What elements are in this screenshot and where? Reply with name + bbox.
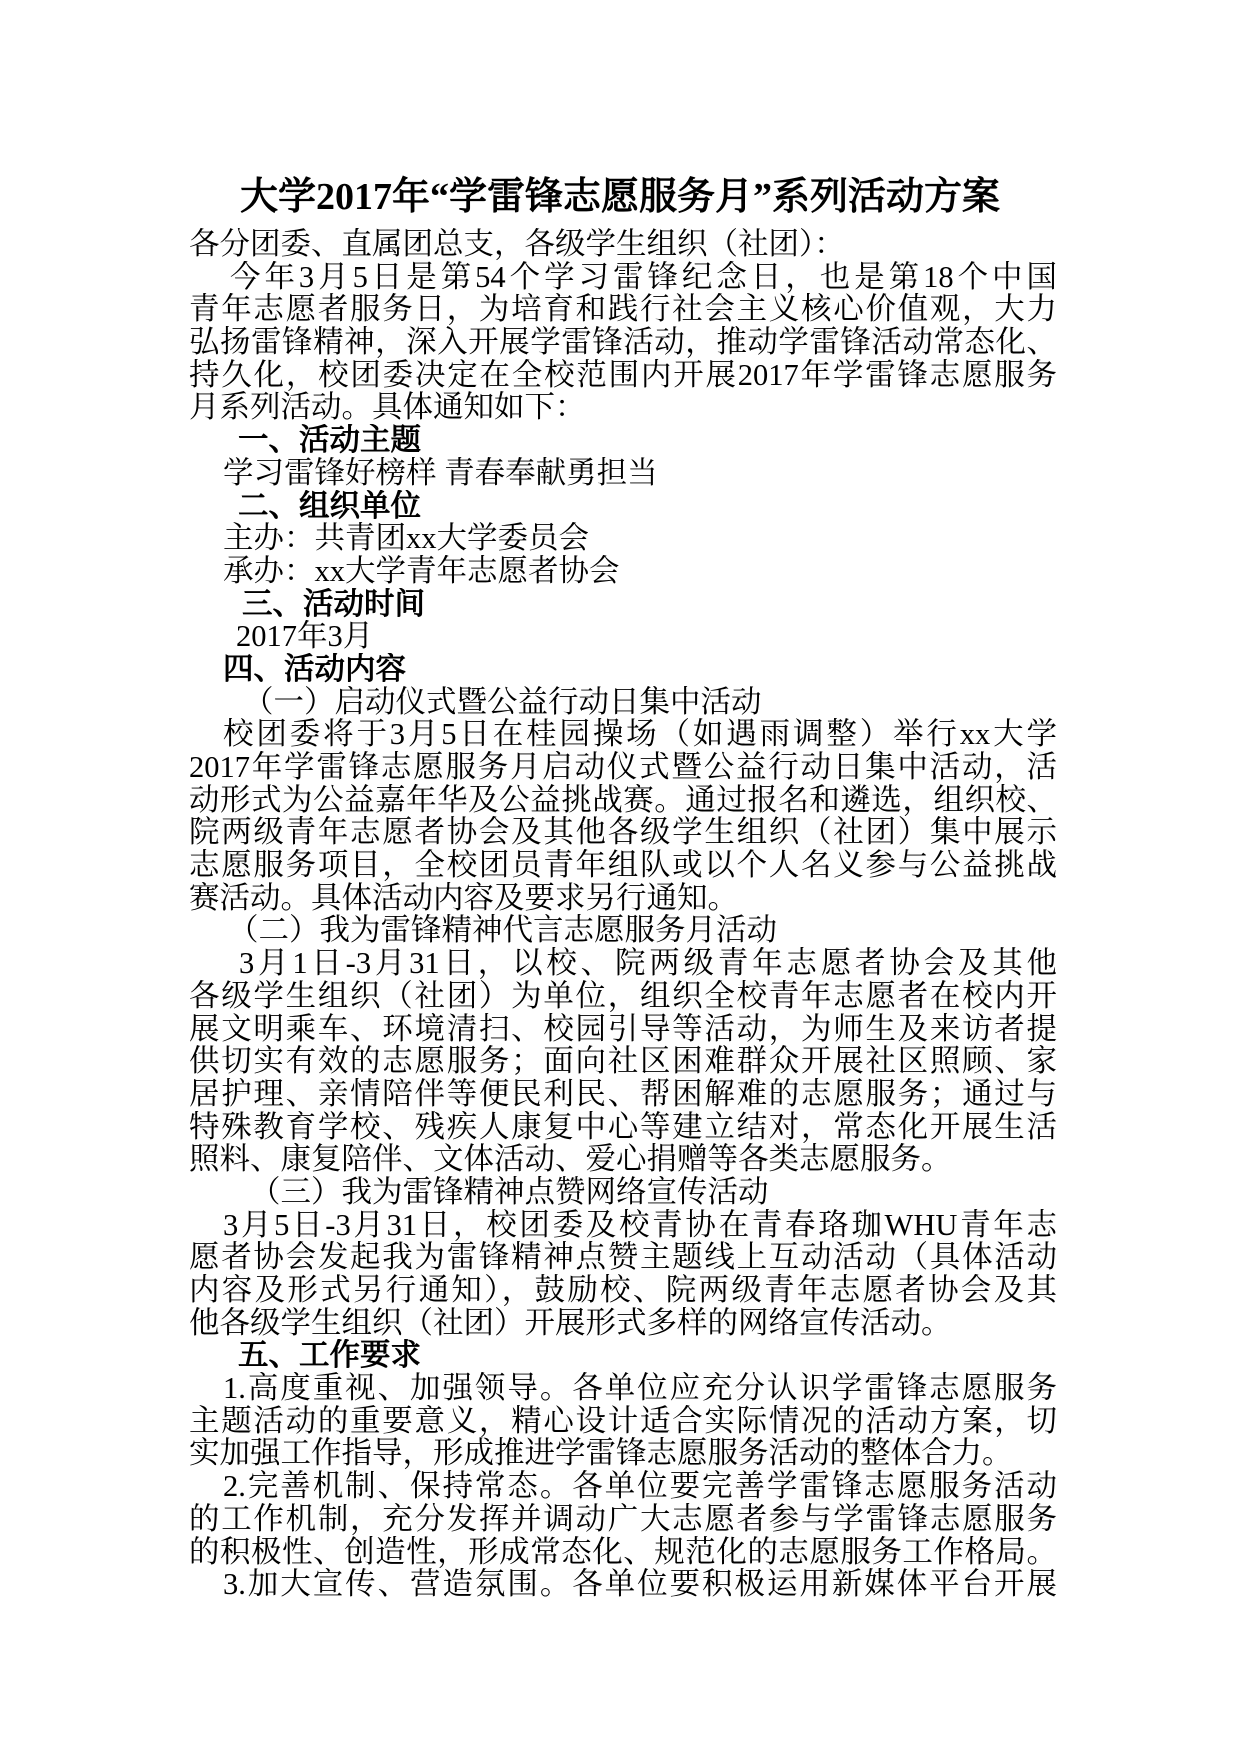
paragraph-line: 居护理、亲情陪伴等便民利民、帮困解难的志愿服务；通过与 <box>189 1077 1057 1111</box>
paragraph-line: 各级学生组织（社团）为单位，组织全校青年志愿者在校内开 <box>189 979 1057 1013</box>
paragraph-line: 3月1日-3月31日，以校、院两级青年志愿者协会及其他 <box>239 947 1057 980</box>
paragraph-line: 主题活动的重要意义，精心设计适合实际情况的活动方案，切 <box>189 1404 1057 1438</box>
paragraph-line: 志愿服务项目，全校团员青年组队或以个人名义参与公益挑战 <box>189 849 1057 882</box>
paragraph-line: 学习雷锋好榜样 青春奉献勇担当 <box>223 456 658 490</box>
paragraph-line: 特殊教育学校、残疾人康复中心等建立结对，常态化开展生活 <box>189 1110 1057 1144</box>
paragraph-line: 2017年学雷锋志愿服务月启动仪式暨公益行动日集中活动，活 <box>189 751 1057 784</box>
document-title: 大学2017年“学雷锋志愿服务月”系列活动方案 <box>239 176 1000 218</box>
paragraph-line: 展文明乘车、环境清扫、校园引导等活动，为师生及来访者提 <box>189 1012 1057 1046</box>
intro-paragraph <box>0 261 1240 424</box>
paragraph-line: 照料、康复陪伴、文体活动、爱心捐赠等各类志愿服务。 <box>189 1143 952 1176</box>
paragraph-line: 弘扬雷锋精神，深入开展学雷锋活动，推动学雷锋活动常态化、 <box>189 326 1057 359</box>
paragraph-line: 动形式为公益嘉年华及公益挑战赛。通过报名和遴选，组织校、 <box>189 783 1057 817</box>
paragraph-line: 院两级青年志愿者协会及其他各级学生组织（社团）集中展示 <box>189 816 1057 850</box>
paragraph-line: 内容及形式另行通知），鼓励校、院两级青年志愿者协会及其 <box>189 1274 1057 1307</box>
paragraph-line: 青年志愿者服务日，为培育和践行社会主义核心价值观，大力 <box>189 293 1057 327</box>
paragraph-line: 供切实有效的志愿服务；面向社区困难群众开展社区照顾、家 <box>189 1045 1057 1078</box>
organizer-line: 主办：共青团xx大学委员会 <box>223 522 589 555</box>
section-theme <box>0 424 1240 489</box>
section-time <box>0 588 1240 653</box>
paragraph-line: 今年3月5日是第54个学习雷锋纪念日，也是第18个中国 <box>230 260 1057 294</box>
paragraph-line: 3月5日-3月31日，校团委及校青协在青春珞珈WHU青年志 <box>223 1208 1057 1242</box>
paragraph-line: 3.加大宣传、营造氛围。各单位要积极运用新媒体平台开展 <box>223 1568 1057 1601</box>
paragraph-line: 愿者协会发起我为雷锋精神点赞主题线上互动活动（具体活动 <box>189 1241 1057 1274</box>
subsection-heading: （一）启动仪式暨公益行动日集中活动 <box>243 685 762 719</box>
section-heading: 一、活动主题 <box>238 424 421 457</box>
section-content <box>0 653 1240 1339</box>
co-organizer-line: 承办：xx大学青年志愿者协会 <box>223 554 620 588</box>
subsection-heading: （二）我为雷锋精神代言志愿服务月活动 <box>228 914 777 948</box>
section-requirements <box>0 1339 1240 1601</box>
paragraph-line: 持久化，校团委决定在全校范围内开展2017年学雷锋志愿服务 <box>189 358 1057 392</box>
paragraph-line: 赛活动。具体活动内容及要求另行通知。 <box>189 881 738 915</box>
paragraph-line: 1.高度重视、加强领导。各单位应充分认识学雷锋志愿服务 <box>223 1372 1057 1405</box>
paragraph-line: 实加强工作指导，形成推进学雷锋志愿服务活动的整体合力。 <box>189 1437 1013 1471</box>
document-body <box>0 228 1240 1601</box>
paragraph-line: 校团委将于3月5日在桂园操场（如遇雨调整）举行xx大学 <box>223 718 1057 751</box>
paragraph-line: 2.完善机制、保持常态。各单位要完善学雷锋志愿服务活动 <box>223 1470 1057 1503</box>
section-organizers <box>0 490 1240 588</box>
salutation-line: 各分团委、直属团总支，各级学生组织（社团）： <box>189 228 845 261</box>
section-heading: 二、组织单位 <box>238 489 421 523</box>
paragraph-line: 2017年3月 <box>236 620 374 653</box>
paragraph-line: 的工作机制，充分发挥并调动广大志愿者参与学雷锋志愿服务 <box>189 1502 1057 1536</box>
section-heading: 四、活动内容 <box>223 652 406 686</box>
section-heading: 三、活动时间 <box>242 587 425 621</box>
paragraph-line: 他各级学生组织（社团）开展形式多样的网络宣传活动。 <box>189 1306 952 1340</box>
subsection-volunteer-month <box>0 914 1240 1176</box>
subsection-launch-ceremony <box>0 686 1240 915</box>
section-heading: 五、工作要求 <box>238 1339 421 1373</box>
paragraph-line: 月系列活动。具体通知如下： <box>189 391 586 425</box>
subsection-online-campaign <box>0 1176 1240 1339</box>
paragraph-line: 的积极性、创造性，形成常态化、规范化的志愿服务工作格局。 <box>189 1535 1057 1569</box>
subsection-heading: （三）我为雷锋精神点赞网络宣传活动 <box>250 1175 769 1209</box>
